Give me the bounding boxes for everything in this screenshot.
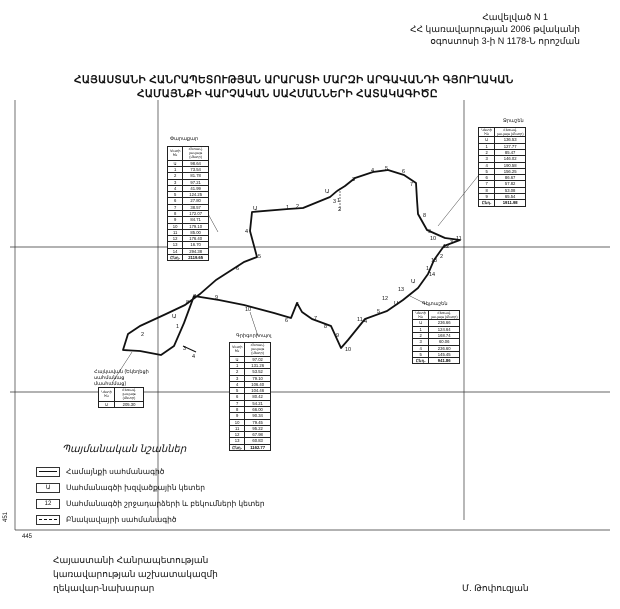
- table-header: Հեռավ. լաւլաթ (մետր): [496, 128, 524, 137]
- table-row: 7 54.21: [230, 400, 271, 406]
- legend-item-text: Սահմանագծի շրջադարձերի և բեկումների կետեր: [66, 499, 265, 508]
- point-label: 1: [286, 205, 290, 211]
- distance-table-middle: [229, 342, 271, 451]
- point-label: 3: [333, 199, 337, 205]
- table-row: 9 65.54: [479, 194, 526, 200]
- point-label: 6: [236, 266, 240, 272]
- point-label: 12: [382, 296, 389, 302]
- point-label: 2: [338, 207, 342, 213]
- annex-date: օգոստոսի 3-ի N 1178-Ն որոշման: [430, 36, 580, 46]
- legend-item-text: Սահմանագծի խզվածքային կետեր: [66, 483, 205, 492]
- table-row: 2 85.47: [479, 150, 526, 156]
- point-label: 2: [141, 332, 145, 338]
- table-row: 7 38.57: [168, 204, 209, 210]
- table-header: Կետի հն: [413, 311, 429, 320]
- point-label: Ա: [325, 189, 330, 195]
- table-row: Ա 97.02: [230, 356, 271, 362]
- point-label: 7: [314, 316, 318, 322]
- table-row: 1 124.64: [413, 326, 460, 332]
- point-label: 5: [385, 166, 389, 172]
- table-row: 10 79.45: [230, 419, 271, 425]
- table-row: 5 156.25: [479, 168, 526, 174]
- table-row: 6 86.67: [479, 175, 526, 181]
- point-label: 5: [258, 254, 262, 260]
- point-label: 3: [352, 177, 356, 183]
- table-row: 6 27.80: [168, 198, 209, 204]
- point-label: 3: [183, 346, 187, 352]
- point-label: 8: [423, 213, 427, 219]
- distance-table-east: [412, 310, 460, 364]
- table-header: Կետի հն: [99, 388, 115, 402]
- point-label: 6: [402, 169, 406, 175]
- point-label: 1: [337, 198, 341, 204]
- point-label: 13: [431, 258, 438, 264]
- table-total-row: Ընդ. 1911.98: [479, 200, 526, 206]
- table-row: 8 66.00: [230, 406, 271, 412]
- table-row: Ա 236.66: [413, 320, 460, 326]
- table-row: 2 81.78: [168, 173, 209, 179]
- table-row: 1 73.54: [168, 166, 209, 172]
- table-row: 3 97.21: [168, 179, 209, 185]
- point-label: 4: [245, 229, 249, 235]
- table-header: Կետի հն: [479, 128, 495, 137]
- table-row: 3 60.06: [413, 339, 460, 345]
- table-total-row: Ընդ. 2119.65: [168, 255, 209, 261]
- table-header: Հեռավ. լաւլաթ (մետր): [115, 388, 144, 402]
- table-caption-middle: Գրիգորիոպոլ: [236, 333, 272, 339]
- table-row: 11 95.22: [230, 425, 271, 431]
- point-label: 4: [371, 168, 375, 174]
- signatory-name: Մ. Թոփուզյան: [462, 583, 529, 593]
- point-label: 1: [176, 324, 180, 330]
- table-row: 1 131.26: [230, 362, 271, 368]
- axis-x-label: 445: [22, 534, 33, 540]
- distance-table-small: [98, 387, 144, 408]
- table-row: 13 16.70: [168, 242, 209, 248]
- legend-title: Պայմանական նշաններ: [62, 444, 187, 455]
- table-row: 14 294.38: [168, 248, 209, 254]
- point-label: Ա: [172, 314, 177, 320]
- table-header: Հեռավ. լաւլաթ (մետր): [430, 311, 458, 320]
- point-label: 9: [215, 295, 219, 301]
- point-label: 9: [336, 333, 340, 339]
- point-label: 7: [193, 294, 197, 300]
- point-label: Ա: [394, 301, 399, 307]
- table-row: 4 106.40: [230, 381, 271, 387]
- point-label: 4: [364, 319, 368, 325]
- signatory-line1: Հայաստանի Հանրապետության: [53, 555, 209, 565]
- page-title-line1: ՀԱՅԱՍՏԱՆԻ ՀԱՆՐԱՊԵՏՈՒԹՅԱՆ ԱՐԱՐԱՏԻ ՄԱՐԶԻ ԱՐԳԱՎԱՆԴԻ ԳՅՈՒՂԱԿԱՆ: [74, 74, 514, 86]
- table-row: Ա 98.64: [168, 160, 209, 166]
- table-row: 8 53.08: [479, 187, 526, 193]
- annex-number: Հավելված N 1: [482, 12, 548, 22]
- legend-symbol-turn-point: 12: [36, 499, 60, 509]
- table-row: Ա 205.30: [99, 401, 144, 407]
- legend-item-text: Համայնքի սահմանագիծ: [66, 467, 165, 476]
- table-header: Հեռավ. լաւլաթ (մետր): [183, 147, 209, 161]
- table-row: 2 53.52: [230, 369, 271, 375]
- point-label: 2: [440, 254, 444, 260]
- legend-item-text: Բնակավայրի սահմանագիծ: [66, 515, 177, 524]
- table-total-row: Ընդ. 941.86: [413, 358, 460, 364]
- point-label: 5: [377, 309, 381, 315]
- table-row: 5 124.25: [168, 192, 209, 198]
- point-label: 6: [285, 318, 289, 324]
- point-label: 2: [296, 204, 300, 210]
- table-row: 1 127.77: [479, 143, 526, 149]
- table-row: 3 146.02: [479, 156, 526, 162]
- point-label: 12: [443, 244, 450, 250]
- table-row: 4 190.58: [479, 162, 526, 168]
- point-label: 10: [345, 347, 352, 353]
- point-label: 11: [456, 236, 462, 242]
- table-row: 8 172.07: [168, 210, 209, 216]
- table-row: 9 84.71: [168, 217, 209, 223]
- point-label: Ա: [253, 206, 258, 212]
- table-caption-east: Գետաշեն: [422, 301, 448, 307]
- table-row: 12 176.40: [168, 236, 209, 242]
- point-label: Ա: [411, 279, 416, 285]
- table-row: 4 41.99: [168, 185, 209, 191]
- table-caption-small: Հայկավան (Եկեղեցի սահմանաց մասհամաց): [94, 369, 149, 387]
- point-label: 8: [186, 300, 190, 306]
- point-label: 13: [398, 287, 405, 293]
- point-label: 10: [430, 236, 437, 242]
- point-label: 10: [245, 307, 252, 313]
- point-label: 11: [357, 317, 363, 323]
- table-header: Կետի հն: [168, 147, 183, 161]
- table-row: 4 236.60: [413, 345, 460, 351]
- point-label: 14: [429, 272, 436, 278]
- table-caption-left: Փարաքար: [170, 136, 199, 142]
- legend-symbol-boundary: [36, 467, 60, 477]
- table-row: 13 60.83: [230, 438, 271, 444]
- table-row: 2 168.74: [413, 333, 460, 339]
- table-row: 11 85.00: [168, 229, 209, 235]
- table-header: Կետի հն: [230, 343, 245, 357]
- point-label: 4: [192, 354, 196, 360]
- point-label: 9: [428, 229, 432, 235]
- point-label: 7: [410, 182, 414, 188]
- page-title-line2: ՀԱՄԱՅՆՔԻ ՎԱՐՉԱԿԱՆ ՍԱՀՄԱՆՆԵՐԻ ՀԱՏԱԿԱԳԻԾԸ: [137, 88, 438, 100]
- table-row: 9 90.34: [230, 413, 271, 419]
- annex-decree: ՀՀ կառավարության 2006 թվականի: [410, 24, 580, 34]
- table-row: 12 67.98: [230, 432, 271, 438]
- signatory-line2: կառավարության աշխատակազմի: [53, 569, 218, 579]
- point-label: 1: [426, 266, 430, 272]
- distance-table-left: [167, 146, 209, 261]
- table-row: 5 145.45: [413, 351, 460, 357]
- distance-table-right: [478, 127, 526, 207]
- point-label: 3: [450, 240, 454, 246]
- table-row: Ա 136.53: [479, 137, 526, 143]
- legend-symbol-break-point: Ա: [36, 483, 60, 493]
- point-label: 5: [296, 302, 300, 308]
- table-header: Հեռավ. լաւլաթ (մետր): [245, 343, 271, 357]
- signatory-line3: ղեկավար-նախարար: [53, 583, 155, 593]
- table-row: 5 104.46: [230, 388, 271, 394]
- table-row: 6 80.42: [230, 394, 271, 400]
- table-caption-right: Ջրաշեն: [503, 118, 524, 124]
- legend-symbol-settlement: [36, 515, 60, 525]
- axis-y-label: 451: [3, 511, 9, 522]
- table-row: 10 179.10: [168, 223, 209, 229]
- table-row: 3 79.10: [230, 375, 271, 381]
- table-total-row: Ընդ. 1162.77: [230, 444, 271, 450]
- table-row: 7 57.82: [479, 181, 526, 187]
- point-label: 8: [324, 324, 328, 330]
